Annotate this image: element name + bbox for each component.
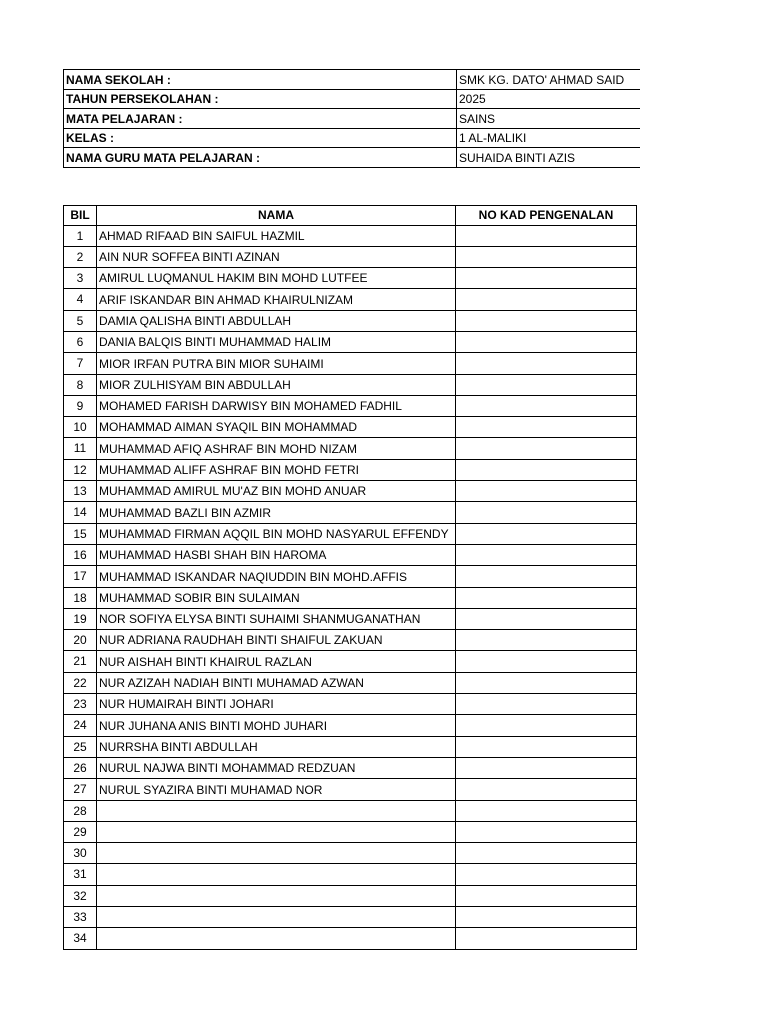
table-row — [64, 715, 637, 736]
row-nama-cell[interactable]: MUHAMMAD BAZLI BIN AZMIR — [97, 502, 456, 523]
row-bil-cell[interactable]: 2 — [64, 246, 97, 267]
row-ic-cell[interactable] — [456, 587, 637, 608]
table-row — [64, 481, 637, 502]
row-ic-cell[interactable] — [456, 821, 637, 842]
row-nama-cell[interactable]: AIN NUR SOFFEA BINTI AZINAN — [97, 246, 456, 267]
table-row — [64, 331, 637, 352]
row-nama-cell[interactable]: MIOR IRFAN PUTRA BIN MIOR SUHAIMI — [97, 353, 456, 374]
row-ic-cell[interactable] — [456, 374, 637, 395]
table-row — [64, 523, 637, 544]
row-ic-cell[interactable] — [456, 353, 637, 374]
table-row — [64, 289, 637, 310]
row-ic-cell[interactable] — [456, 630, 637, 651]
row-bil-cell[interactable]: 26 — [64, 757, 97, 778]
table-row — [64, 544, 637, 565]
table-row — [64, 800, 637, 821]
row-ic-cell[interactable] — [456, 608, 637, 629]
table-row — [64, 885, 637, 906]
row-bil-cell[interactable]: 11 — [64, 438, 97, 459]
row-bil-cell[interactable]: 22 — [64, 672, 97, 693]
row-bil-cell[interactable]: 18 — [64, 587, 97, 608]
row-ic-cell[interactable] — [456, 566, 637, 587]
row-nama-cell[interactable] — [97, 907, 456, 928]
row-nama-cell[interactable]: MUHAMMAD FIRMAN AQQIL BIN MOHD NASYARUL EFFENDY — [97, 523, 456, 544]
row-nama-cell[interactable]: DAMIA QALISHA BINTI ABDULLAH — [97, 310, 456, 331]
row-ic-cell[interactable] — [456, 289, 637, 310]
row-nama-cell[interactable]: AHMAD RIFAAD BIN SAIFUL HAZMIL — [97, 225, 456, 246]
table-row — [64, 268, 637, 289]
table-row — [64, 630, 637, 651]
info-label-teacher[interactable]: NAMA GURU MATA PELAJARAN : — [64, 148, 457, 168]
row-bil-cell[interactable]: 27 — [64, 779, 97, 800]
table-row — [64, 757, 637, 778]
info-value-class[interactable]: 1 AL-MALIKI — [457, 128, 641, 148]
info-label-class[interactable]: KELAS : — [64, 128, 457, 148]
row-nama-cell[interactable]: NURUL NAJWA BINTI MOHAMMAD REDZUAN — [97, 757, 456, 778]
info-table — [63, 69, 640, 168]
info-row-year — [64, 89, 641, 109]
row-bil-cell[interactable]: 34 — [64, 928, 97, 949]
row-bil-cell[interactable]: 32 — [64, 885, 97, 906]
row-nama-cell[interactable]: NUR AZIZAH NADIAH BINTI MUHAMAD AZWAN — [97, 672, 456, 693]
table-row — [64, 672, 637, 693]
row-nama-cell[interactable]: NUR AISHAH BINTI KHAIRUL RAZLAN — [97, 651, 456, 672]
row-nama-cell[interactable]: MUHAMMAD AFIQ ASHRAF BIN MOHD NIZAM — [97, 438, 456, 459]
info-label-subject[interactable]: MATA PELAJARAN : — [64, 109, 457, 129]
row-nama-cell[interactable]: NUR ADRIANA RAUDHAH BINTI SHAIFUL ZAKUAN — [97, 630, 456, 651]
row-ic-cell[interactable] — [456, 907, 637, 928]
row-nama-cell[interactable] — [97, 928, 456, 949]
student-table-header — [64, 206, 637, 226]
header-row — [64, 206, 637, 226]
row-bil-cell[interactable]: 24 — [64, 715, 97, 736]
table-row — [64, 928, 637, 949]
row-ic-cell[interactable] — [456, 672, 637, 693]
row-bil-cell[interactable]: 5 — [64, 310, 97, 331]
row-bil-cell[interactable]: 20 — [64, 630, 97, 651]
table-row — [64, 374, 637, 395]
row-ic-cell[interactable] — [456, 331, 637, 352]
table-row — [64, 608, 637, 629]
row-nama-cell[interactable]: MUHAMMAD ALIFF ASHRAF BIN MOHD FETRI — [97, 459, 456, 480]
row-bil-cell[interactable]: 29 — [64, 821, 97, 842]
table-row — [64, 694, 637, 715]
row-ic-cell[interactable] — [456, 438, 637, 459]
row-bil-cell[interactable]: 25 — [64, 736, 97, 757]
row-bil-cell[interactable]: 4 — [64, 289, 97, 310]
row-ic-cell[interactable] — [456, 843, 637, 864]
row-nama-cell[interactable]: MUHAMMAD ISKANDAR NAQIUDDIN BIN MOHD.AFFIS — [97, 566, 456, 587]
row-bil-cell[interactable]: 15 — [64, 523, 97, 544]
row-ic-cell[interactable] — [456, 694, 637, 715]
info-row-subject — [64, 109, 641, 129]
row-bil-cell[interactable]: 9 — [64, 395, 97, 416]
row-bil-cell[interactable]: 13 — [64, 481, 97, 502]
table-row — [64, 417, 637, 438]
student-table-body — [64, 225, 637, 949]
info-row-class — [64, 128, 641, 148]
row-nama-cell[interactable] — [97, 821, 456, 842]
row-nama-cell[interactable]: NURRSHA BINTI ABDULLAH — [97, 736, 456, 757]
row-bil-cell[interactable]: 10 — [64, 417, 97, 438]
row-ic-cell[interactable] — [456, 715, 637, 736]
row-ic-cell[interactable] — [456, 481, 637, 502]
row-ic-cell[interactable] — [456, 651, 637, 672]
table-row — [64, 566, 637, 587]
row-nama-cell[interactable] — [97, 885, 456, 906]
row-ic-cell[interactable] — [456, 246, 637, 267]
row-nama-cell[interactable]: MIOR ZULHISYAM BIN ABDULLAH — [97, 374, 456, 395]
row-ic-cell[interactable] — [456, 885, 637, 906]
row-ic-cell[interactable] — [456, 928, 637, 949]
table-row — [64, 438, 637, 459]
row-ic-cell[interactable] — [456, 395, 637, 416]
table-row — [64, 502, 637, 523]
table-row — [64, 736, 637, 757]
row-nama-cell[interactable]: ARIF ISKANDAR BIN AHMAD KHAIRULNIZAM — [97, 289, 456, 310]
row-bil-cell[interactable]: 23 — [64, 694, 97, 715]
row-nama-cell[interactable]: MUHAMMAD HASBI SHAH BIN HAROMA — [97, 544, 456, 565]
header-bil[interactable]: BIL — [64, 206, 97, 226]
row-ic-cell[interactable] — [456, 502, 637, 523]
info-row-school — [64, 70, 641, 90]
row-nama-cell[interactable] — [97, 843, 456, 864]
row-ic-cell[interactable] — [456, 757, 637, 778]
table-row — [64, 907, 637, 928]
row-ic-cell[interactable] — [456, 459, 637, 480]
row-bil-cell[interactable]: 31 — [64, 864, 97, 885]
info-value-year[interactable]: 2025 — [457, 89, 641, 109]
row-bil-cell[interactable]: 12 — [64, 459, 97, 480]
info-label-year[interactable]: TAHUN PERSEKOLAHAN : — [64, 89, 457, 109]
row-bil-cell[interactable]: 19 — [64, 608, 97, 629]
row-bil-cell[interactable]: 1 — [64, 225, 97, 246]
table-row — [64, 821, 637, 842]
row-bil-cell[interactable]: 14 — [64, 502, 97, 523]
row-ic-cell[interactable] — [456, 544, 637, 565]
table-row — [64, 246, 637, 267]
table-row — [64, 864, 637, 885]
table-row — [64, 779, 637, 800]
row-nama-cell[interactable]: MOHAMED FARISH DARWISY BIN MOHAMED FADHIL — [97, 395, 456, 416]
row-bil-cell[interactable]: 6 — [64, 331, 97, 352]
row-ic-cell[interactable] — [456, 417, 637, 438]
row-nama-cell[interactable]: MOHAMMAD AIMAN SYAQIL BIN MOHAMMAD — [97, 417, 456, 438]
row-ic-cell[interactable] — [456, 523, 637, 544]
row-ic-cell[interactable] — [456, 225, 637, 246]
row-nama-cell[interactable] — [97, 800, 456, 821]
header-nama[interactable]: NAMA — [97, 206, 456, 226]
table-row — [64, 395, 637, 416]
info-row-teacher — [64, 148, 641, 168]
row-bil-cell[interactable]: 28 — [64, 800, 97, 821]
row-bil-cell[interactable]: 21 — [64, 651, 97, 672]
row-ic-cell[interactable] — [456, 864, 637, 885]
row-ic-cell[interactable] — [456, 800, 637, 821]
table-row — [64, 225, 637, 246]
row-nama-cell[interactable]: NOR SOFIYA ELYSA BINTI SUHAIMI SHANMUGANATHAN — [97, 608, 456, 629]
row-ic-cell[interactable] — [456, 310, 637, 331]
row-ic-cell[interactable] — [456, 779, 637, 800]
row-ic-cell[interactable] — [456, 736, 637, 757]
table-row — [64, 651, 637, 672]
row-bil-cell[interactable]: 33 — [64, 907, 97, 928]
table-row — [64, 587, 637, 608]
row-nama-cell[interactable]: NURUL SYAZIRA BINTI MUHAMAD NOR — [97, 779, 456, 800]
info-label-school[interactable]: NAMA SEKOLAH : — [64, 70, 457, 90]
row-nama-cell[interactable]: MUHAMMAD SOBIR BIN SULAIMAN — [97, 587, 456, 608]
row-nama-cell[interactable]: DANIA BALQIS BINTI MUHAMMAD HALIM — [97, 331, 456, 352]
row-nama-cell[interactable]: NUR HUMAIRAH BINTI JOHARI — [97, 694, 456, 715]
row-nama-cell[interactable] — [97, 864, 456, 885]
table-row — [64, 843, 637, 864]
table-row — [64, 459, 637, 480]
row-bil-cell[interactable]: 8 — [64, 374, 97, 395]
row-bil-cell[interactable]: 30 — [64, 843, 97, 864]
info-value-subject[interactable]: SAINS — [457, 109, 641, 129]
row-ic-cell[interactable] — [456, 268, 637, 289]
info-value-teacher[interactable]: SUHAIDA BINTI AZIS — [457, 148, 641, 168]
row-nama-cell[interactable]: NUR JUHANA ANIS BINTI MOHD JUHARI — [97, 715, 456, 736]
row-nama-cell[interactable]: MUHAMMAD AMIRUL MU'AZ BIN MOHD ANUAR — [97, 481, 456, 502]
row-bil-cell[interactable]: 17 — [64, 566, 97, 587]
header-ic[interactable]: NO KAD PENGENALAN — [456, 206, 637, 226]
table-row — [64, 353, 637, 374]
row-bil-cell[interactable]: 3 — [64, 268, 97, 289]
row-nama-cell[interactable]: AMIRUL LUQMANUL HAKIM BIN MOHD LUTFEE — [97, 268, 456, 289]
info-body — [64, 70, 641, 168]
info-value-school[interactable]: SMK KG. DATO' AHMAD SAID — [457, 70, 641, 90]
table-row — [64, 310, 637, 331]
row-bil-cell[interactable]: 16 — [64, 544, 97, 565]
row-bil-cell[interactable]: 7 — [64, 353, 97, 374]
student-table — [63, 205, 637, 950]
